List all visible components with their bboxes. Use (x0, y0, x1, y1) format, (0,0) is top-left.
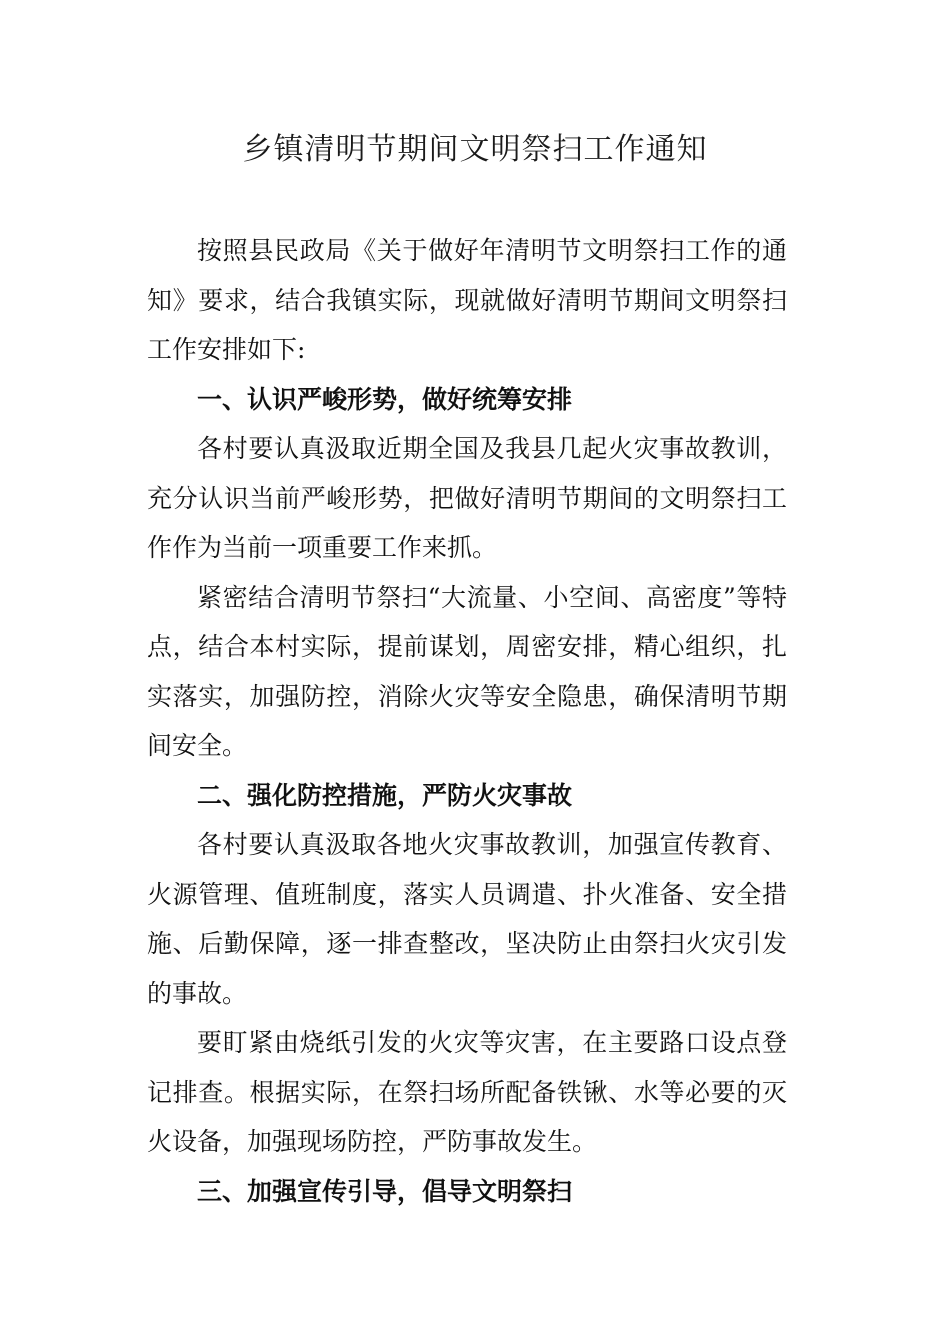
section-1-paragraph-2: 紧密结合清明节祭扫“大流量、小空间、高密度”等特点，结合本村实际，提前谋划，周密安排，精心组织，扎实落实，加强防控，消除火灾等安全隐患，确保清明节期间安全。 (147, 582, 787, 760)
document-title: 乡镇清明节期间文明祭扫工作通知 (242, 132, 708, 167)
document-body (147, 226, 787, 1216)
section-2-paragraph-2: 要盯紧由烧纸引发的火灾等灾害，在主要路口设点登记排查。根据实际，在祭扫场所配备铁锹、水等必要的灭火设备，加强现场防控，严防事故发生。 (147, 1028, 787, 1156)
section-heading-1: 一、认识严峻形势，做好统筹安排 (197, 384, 573, 414)
section-2-paragraph-1: 各村要认真汲取各地火灾事故教训，加强宣传教育、火源管理、值班制度，落实人员调遣、扑火准备、安全措施、后勤保障，逐一排查整改，坚决防止由祭扫火灾引发的事故。 (147, 830, 787, 1008)
section-heading-2: 二、强化防控措施，严防火灾事故 (197, 780, 573, 810)
section-1-paragraph-1: 各村要认真汲取近期全国及我县几起火灾事故教训，充分认识当前严峻形势，把做好清明节期间的文明祭扫工作作为当前一项重要工作来抓。 (147, 434, 787, 562)
intro-paragraph: 按照县民政局《关于做好年清明节文明祭扫工作的通知》要求，结合我镇实际，现就做好清明节期间文明祭扫工作安排如下: (147, 236, 787, 364)
section-heading-3: 三、加强宣传引导，倡导文明祭扫 (197, 1176, 573, 1206)
